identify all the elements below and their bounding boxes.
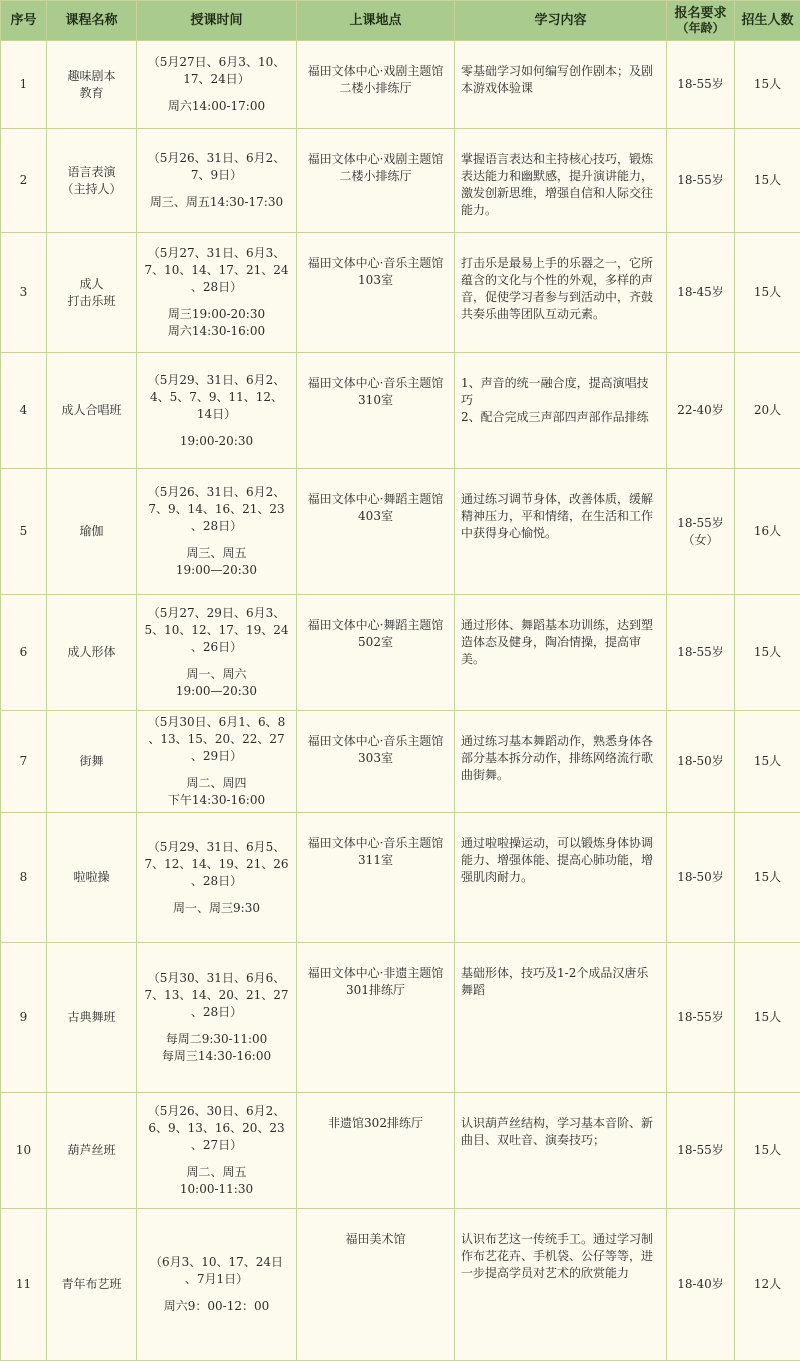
- course-name-cell: [47, 813, 137, 943]
- quota-cell: 15人: [735, 129, 800, 233]
- content-cell: [455, 353, 667, 469]
- schedule-dates-line: （5月26、31日、6月2、: [143, 150, 290, 167]
- content-cell: [455, 711, 667, 813]
- quota-cell: 15人: [735, 943, 800, 1093]
- schedule-dates-line: （5月30日、6月1、6、8: [143, 714, 290, 731]
- location-line: 福田文体中心·音乐主题馆: [303, 255, 448, 272]
- course-name-cell: [47, 129, 137, 233]
- schedule-cell: [137, 711, 297, 813]
- seq-cell: 8: [1, 813, 47, 943]
- header-seq: 序号: [1, 1, 47, 41]
- schedule-time-line: 周一、周六: [143, 666, 290, 683]
- header-age-line2: （年龄）: [669, 21, 732, 35]
- schedule-dates-line: 6、9、13、16、20、23: [143, 1120, 290, 1137]
- age-line: 18-50岁: [670, 869, 731, 886]
- seq-cell: 4: [1, 353, 47, 469]
- age-line: 18-55岁: [670, 644, 731, 661]
- course-name-line: 古典舞班: [50, 1009, 133, 1026]
- schedule-time-line: 周一、周三9:30: [143, 900, 290, 917]
- schedule-dates-line: （5月26、31日、6月2、: [143, 484, 290, 501]
- seq-cell: 5: [1, 469, 47, 595]
- location-cell: [297, 41, 455, 129]
- schedule-time-line: 每周二9:30-11:00: [143, 1031, 290, 1048]
- schedule-dates-line: （5月27、31日、6月3、: [143, 245, 290, 262]
- schedule-cell: [137, 813, 297, 943]
- header-age-line1: 报名要求: [669, 7, 732, 21]
- schedule-dates-line: 、28日）: [143, 279, 290, 296]
- location-line: 311室: [303, 852, 448, 869]
- location-cell: [297, 1209, 455, 1361]
- location-cell: [297, 595, 455, 711]
- age-requirement-cell: [667, 943, 735, 1093]
- quota-cell: 12人: [735, 1209, 800, 1361]
- course-name-line: 成人形体: [50, 644, 133, 661]
- course-name-line: 啦啦操: [50, 869, 133, 886]
- schedule-cell: [137, 595, 297, 711]
- content-text: 通过形体、舞蹈基本功训练，达到塑造体态及健身，陶冶情操，提高审美。: [461, 618, 653, 666]
- age-line: 18-55岁: [670, 1142, 731, 1159]
- schedule-dates-line: （6月3、10、17、24日: [143, 1254, 290, 1271]
- location-line: 502室: [303, 634, 448, 651]
- seq-cell: 7: [1, 711, 47, 813]
- content-cell: [455, 943, 667, 1093]
- course-name-line: 青年布艺班: [50, 1276, 133, 1293]
- location-cell: [297, 129, 455, 233]
- course-name-line: 瑜伽: [50, 523, 133, 540]
- course-name-cell: [47, 595, 137, 711]
- seq-cell: 11: [1, 1209, 47, 1361]
- content-cell: [455, 233, 667, 353]
- header-location: 上课地点: [297, 1, 455, 41]
- schedule-dates-line: 7、13、14、20、21、27: [143, 987, 290, 1004]
- schedule-dates-line: 17、24日）: [143, 71, 290, 88]
- age-line: 18-55岁: [670, 76, 731, 93]
- course-name-line: 成人: [50, 276, 133, 293]
- schedule-time-line: 周六14:30-16:00: [143, 323, 290, 340]
- course-name-line: 街舞: [50, 753, 133, 770]
- schedule-dates-line: 7、9、14、16、21、23: [143, 501, 290, 518]
- schedule-dates-line: 14日）: [143, 406, 290, 423]
- location-line: 福田文体中心·非遗主题馆: [303, 965, 448, 982]
- course-name-line: 葫芦丝班: [50, 1142, 133, 1159]
- content-cell: [455, 41, 667, 129]
- course-name-cell: [47, 233, 137, 353]
- seq-cell: 9: [1, 943, 47, 1093]
- table-row: [1, 469, 800, 595]
- table-row: [1, 129, 800, 233]
- age-line: 18-40岁: [670, 1276, 731, 1293]
- header-row: [1, 1, 800, 41]
- header-content: 学习内容: [455, 1, 667, 41]
- location-cell: [297, 353, 455, 469]
- age-line: 18-55岁: [670, 172, 731, 189]
- location-line: 二楼小排练厅: [303, 80, 448, 97]
- age-line: （女）: [670, 532, 731, 549]
- course-name-line: 教育: [50, 85, 133, 102]
- location-line: 310室: [303, 392, 448, 409]
- schedule-cell: [137, 943, 297, 1093]
- content-text: 掌握语言表达和主持核心技巧，锻炼表达能力和幽默感，提升演讲能力，激发创新思维，增强自信和人际交往能力。: [461, 152, 653, 217]
- location-line: 福田文体中心·舞蹈主题馆: [303, 617, 448, 634]
- schedule-time-line: 周三、周五14:30-17:30: [143, 194, 290, 211]
- schedule-dates-line: （5月26、30日、6月2、: [143, 1103, 290, 1120]
- content-text: 认识葫芦丝结构，学习基本音阶、新曲目、双吐音、演奏技巧；: [461, 1116, 653, 1147]
- schedule-time-line: 每周三14:30-16:00: [143, 1048, 290, 1065]
- schedule-dates-line: 5、10、12、17、19、24: [143, 622, 290, 639]
- age-requirement-cell: [667, 1209, 735, 1361]
- location-line: 非遗馆302排练厅: [303, 1115, 448, 1132]
- schedule-dates-line: （5月30、31日、6月6、: [143, 970, 290, 987]
- content-text: 认识布艺这一传统手工。通过学习制作布艺花卉、手机袋、公仔等等，进一步提高学员对艺术的欣赏能力: [461, 1232, 653, 1280]
- content-cell: [455, 595, 667, 711]
- course-name-cell: [47, 353, 137, 469]
- content-text: 零基础学习如何编写创作剧本；及剧本游戏体验课: [461, 64, 653, 95]
- schedule-dates-line: 、29日）: [143, 748, 290, 765]
- table-row: [1, 943, 800, 1093]
- age-requirement-cell: [667, 595, 735, 711]
- schedule-time-line: 下午14:30-16:00: [143, 792, 290, 809]
- seq-cell: 10: [1, 1093, 47, 1209]
- seq-cell: 1: [1, 41, 47, 129]
- quota-cell: 15人: [735, 41, 800, 129]
- course-name-line: 打击乐班: [50, 293, 133, 310]
- table-row: [1, 41, 800, 129]
- table-row: [1, 711, 800, 813]
- schedule-time-line: 19:00—20:30: [143, 562, 290, 579]
- content-cell: [455, 469, 667, 595]
- schedule-time-line: 19:00—20:30: [143, 683, 290, 700]
- schedule-time-line: 周六14:00-17:00: [143, 98, 290, 115]
- schedule-cell: [137, 353, 297, 469]
- location-line: 福田文体中心·音乐主题馆: [303, 835, 448, 852]
- table-row: [1, 595, 800, 711]
- schedule-cell: [137, 469, 297, 595]
- schedule-dates-line: （5月27日、6月3、10、: [143, 54, 290, 71]
- schedule-dates-line: （5月29、31日、6月5、: [143, 839, 290, 856]
- course-name-line: 语言表演: [50, 164, 133, 181]
- quota-cell: 15人: [735, 233, 800, 353]
- header-time: 授课时间: [137, 1, 297, 41]
- content-cell: [455, 129, 667, 233]
- schedule-dates-line: 、28日）: [143, 518, 290, 535]
- age-line: 18-55岁: [670, 1009, 731, 1026]
- quota-cell: 20人: [735, 353, 800, 469]
- schedule-dates-line: 、26日）: [143, 639, 290, 656]
- quota-cell: 15人: [735, 595, 800, 711]
- schedule-dates-line: 7、10、14、17、21、24: [143, 262, 290, 279]
- content-text: 打击乐是最易上手的乐器之一，它所蕴含的文化与个性的外观，多样的声音，促使学习者参与到活动中，齐鼓共奏乐曲等团队互动元素。: [461, 256, 653, 321]
- schedule-time-line: 周二、周四: [143, 775, 290, 792]
- course-name-line: 成人合唱班: [50, 402, 133, 419]
- content-cell: [455, 1093, 667, 1209]
- content-text: 通过练习基本舞蹈动作，熟悉身体各部分基本拆分动作，排练网络流行歌曲街舞。: [461, 734, 653, 782]
- course-name-cell: [47, 469, 137, 595]
- location-line: 403室: [303, 508, 448, 525]
- schedule-cell: [137, 1209, 297, 1361]
- age-requirement-cell: [667, 353, 735, 469]
- schedule-dates-line: 、7月1日）: [143, 1271, 290, 1288]
- seq-cell: 2: [1, 129, 47, 233]
- table-row: [1, 233, 800, 353]
- header-name: 课程名称: [47, 1, 137, 41]
- course-name-cell: [47, 943, 137, 1093]
- schedule-dates-line: 7、9日）: [143, 167, 290, 184]
- table-row: [1, 353, 800, 469]
- age-requirement-cell: [667, 469, 735, 595]
- table-body: [1, 41, 800, 1361]
- content-cell: [455, 1209, 667, 1361]
- schedule-dates-line: 7、12、14、19、21、26: [143, 856, 290, 873]
- course-name-cell: [47, 1093, 137, 1209]
- location-line: 二楼小排练厅: [303, 168, 448, 185]
- schedule-dates-line: （5月29、31日、6月2、: [143, 372, 290, 389]
- schedule-cell: [137, 233, 297, 353]
- seq-cell: 6: [1, 595, 47, 711]
- schedule-cell: [137, 1093, 297, 1209]
- location-line: 103室: [303, 272, 448, 289]
- location-cell: [297, 943, 455, 1093]
- schedule-dates-line: 、28日）: [143, 873, 290, 890]
- content-text: 通过啦啦操运动，可以锻炼身体协调能力、增强体能、提高心肺功能，增强肌肉耐力。: [461, 836, 653, 884]
- age-line: 18-55岁: [670, 515, 731, 532]
- location-cell: [297, 469, 455, 595]
- content-text: 1、声音的统一融合度，提高演唱技巧 2、配合完成三声部四声部作品排练: [461, 376, 649, 424]
- location-cell: [297, 1093, 455, 1209]
- schedule-time-line: 周六9：00-12：00: [143, 1298, 290, 1315]
- schedule-time-line: 周三、周五: [143, 545, 290, 562]
- course-name-cell: [47, 41, 137, 129]
- location-line: 福田文体中心·舞蹈主题馆: [303, 491, 448, 508]
- age-line: 22-40岁: [670, 402, 731, 419]
- header-age: [667, 1, 735, 41]
- location-line: 福田文体中心·戏剧主题馆: [303, 151, 448, 168]
- age-requirement-cell: [667, 233, 735, 353]
- schedule-dates-line: 4、5、7、9、11、12、: [143, 389, 290, 406]
- location-line: 福田美术馆: [303, 1231, 448, 1248]
- schedule-dates-line: 、13、15、20、22、27: [143, 731, 290, 748]
- age-line: 18-45岁: [670, 284, 731, 301]
- age-requirement-cell: [667, 711, 735, 813]
- age-line: 18-50岁: [670, 753, 731, 770]
- age-requirement-cell: [667, 41, 735, 129]
- course-name-cell: [47, 711, 137, 813]
- table-row: [1, 1209, 800, 1361]
- quota-cell: 15人: [735, 1093, 800, 1209]
- location-line: 福田文体中心·音乐主题馆: [303, 375, 448, 392]
- course-name-line: 趣味剧本: [50, 68, 133, 85]
- content-cell: [455, 813, 667, 943]
- age-requirement-cell: [667, 813, 735, 943]
- location-line: 303室: [303, 750, 448, 767]
- age-requirement-cell: [667, 129, 735, 233]
- schedule-cell: [137, 41, 297, 129]
- location-line: 福田文体中心·音乐主题馆: [303, 733, 448, 750]
- schedule-time-line: 10:00-11:30: [143, 1181, 290, 1198]
- quota-cell: 15人: [735, 813, 800, 943]
- content-text: 通过练习调节身体，改善体质，缓解精神压力，平和情绪，在生活和工作中获得身心愉悦。: [461, 492, 653, 540]
- location-line: 301排练厅: [303, 982, 448, 999]
- schedule-cell: [137, 129, 297, 233]
- course-name-cell: [47, 1209, 137, 1361]
- table-row: [1, 1093, 800, 1209]
- schedule-time-line: 周三19:00-20:30: [143, 306, 290, 323]
- table-row: [1, 813, 800, 943]
- location-cell: [297, 813, 455, 943]
- age-requirement-cell: [667, 1093, 735, 1209]
- seq-cell: 3: [1, 233, 47, 353]
- schedule-time-line: 19:00-20:30: [143, 433, 290, 450]
- course-name-line: （主持人）: [50, 181, 133, 198]
- schedule-dates-line: 、28日）: [143, 1004, 290, 1021]
- location-cell: [297, 711, 455, 813]
- quota-cell: 16人: [735, 469, 800, 595]
- schedule-dates-line: （5月27、29日、6月3、: [143, 605, 290, 622]
- location-line: 福田文体中心·戏剧主题馆: [303, 63, 448, 80]
- quota-cell: 15人: [735, 711, 800, 813]
- content-text: 基础形体，技巧及1-2个成品汉唐乐舞蹈: [461, 966, 648, 997]
- location-cell: [297, 233, 455, 353]
- schedule-dates-line: 、27日）: [143, 1137, 290, 1154]
- header-quota: 招生人数: [735, 1, 800, 41]
- schedule-time-line: 周二、周五: [143, 1164, 290, 1181]
